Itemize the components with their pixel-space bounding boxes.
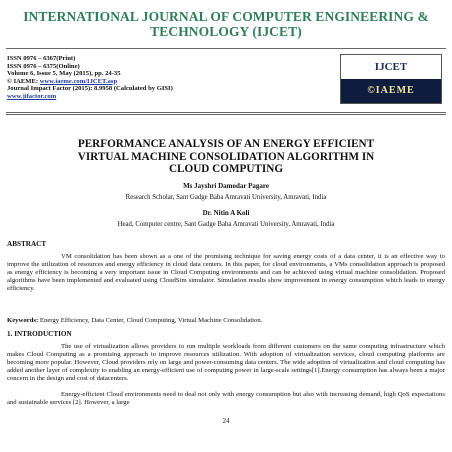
journal-name-line2: TECHNOLOGY (IJCET) [150, 24, 302, 39]
introduction-paragraph-2: Energy-efficient Cloud environments need to deal not only with energy consumption but also with increasing demand, high QoS expectations and sustainable services [2]. However, a large [7, 391, 445, 406]
journal-meta [7, 55, 297, 101]
page-number: 24 [222, 418, 230, 425]
author-affiliation-2: Head, Computer centre, Sant Gadge Baba Amravati University, Amravati, India [117, 221, 335, 228]
impact-factor: Journal Impact Factor (2015): 8.9958 (Calculated by GISI) [7, 85, 173, 93]
header-rule-bottom-double [6, 114, 446, 115]
logo-ijcet-text: IJCET [341, 55, 441, 79]
introduction-paragraph-1: The use of virtualization allows providers to run multiple workloads from different customers on the same computing infrastructure which makes Cloud Computing as a promising approach to improve resources utilization. With adoption of virtualization services, cloud computing platforms are becoming more popular. However, Cloud providers rely on large and power-consuming data centers. The wide adoption of virtualization and cloud computing has added another layer of complexity to enabling an energy-efficient use of computing power in large-scale settings[1].Energy consumption has always been a major concern in the design and cost of datacenters. [7, 343, 445, 382]
paper-title [24, 138, 428, 176]
title-line3: CLOUD COMPUTING [168, 163, 284, 175]
keywords-text: Energy Efficiency, Data Center, Cloud Computing, Virtual Machine Consolidation. [38, 317, 263, 324]
journal-header [20, 9, 432, 39]
author-name-2: Dr. Nitin A Koli [202, 209, 250, 217]
abstract-heading: ABSTRACT [7, 240, 47, 248]
iaeme-link[interactable]: www.iaeme.com/IJCET.asp [39, 77, 118, 85]
journal-name-line1: INTERNATIONAL JOURNAL OF COMPUTER ENGINEERING & [23, 9, 429, 24]
author-name-1: Ms Jayshri Damodar Pagare [183, 182, 269, 190]
jifactor-link[interactable]: www.jifactor.com [7, 92, 57, 100]
title-line2: VIRTUAL MACHINE CONSOLIDATION ALGORITHM IN [77, 150, 375, 163]
keywords [7, 317, 445, 325]
volume-info: Volume 6, Issue 5, May (2015), pp. 24-35 [7, 70, 121, 78]
issn-online: ISSN 0976 – 6375(Online) [7, 62, 80, 70]
iaeme-label: © IAEME: [7, 77, 40, 85]
logo-iaeme-text: ©IAEME [341, 79, 441, 103]
header-rule-top [6, 48, 446, 49]
iaeme-line [7, 78, 297, 86]
issn-print: ISSN 0976 – 6367(Print) [7, 55, 76, 62]
abstract-text: VM consolidation has been shown as a one of the promising technique for saving energy costs of a data center, it is an effective way to improve the utilization of resources and energy efficiency in cloud data centers. In this paper, for cloud environments, a VMs consolidation approach is proposed as energy efficiency is becoming a very important issue in Cloud Computing environments and can be achieved using virtual machine consolidation. Proposed algorithms have been implemented and evaluated using CloudSim simulator. Simulation results show improvement in energy consumption which leads to energy efficiency. [7, 253, 445, 292]
introduction-heading: 1. INTRODUCTION [7, 330, 72, 338]
keywords-label: Keywords: [7, 317, 39, 324]
header-rule-bottom [6, 112, 446, 113]
author-affiliation-1: Research Scholar, Sant Gadge Baba Amravati University, Amravati, India [125, 194, 327, 201]
ijcet-logo [340, 54, 442, 104]
title-line1: PERFORMANCE ANALYSIS OF AN ENERGY EFFICIENT [77, 138, 375, 150]
